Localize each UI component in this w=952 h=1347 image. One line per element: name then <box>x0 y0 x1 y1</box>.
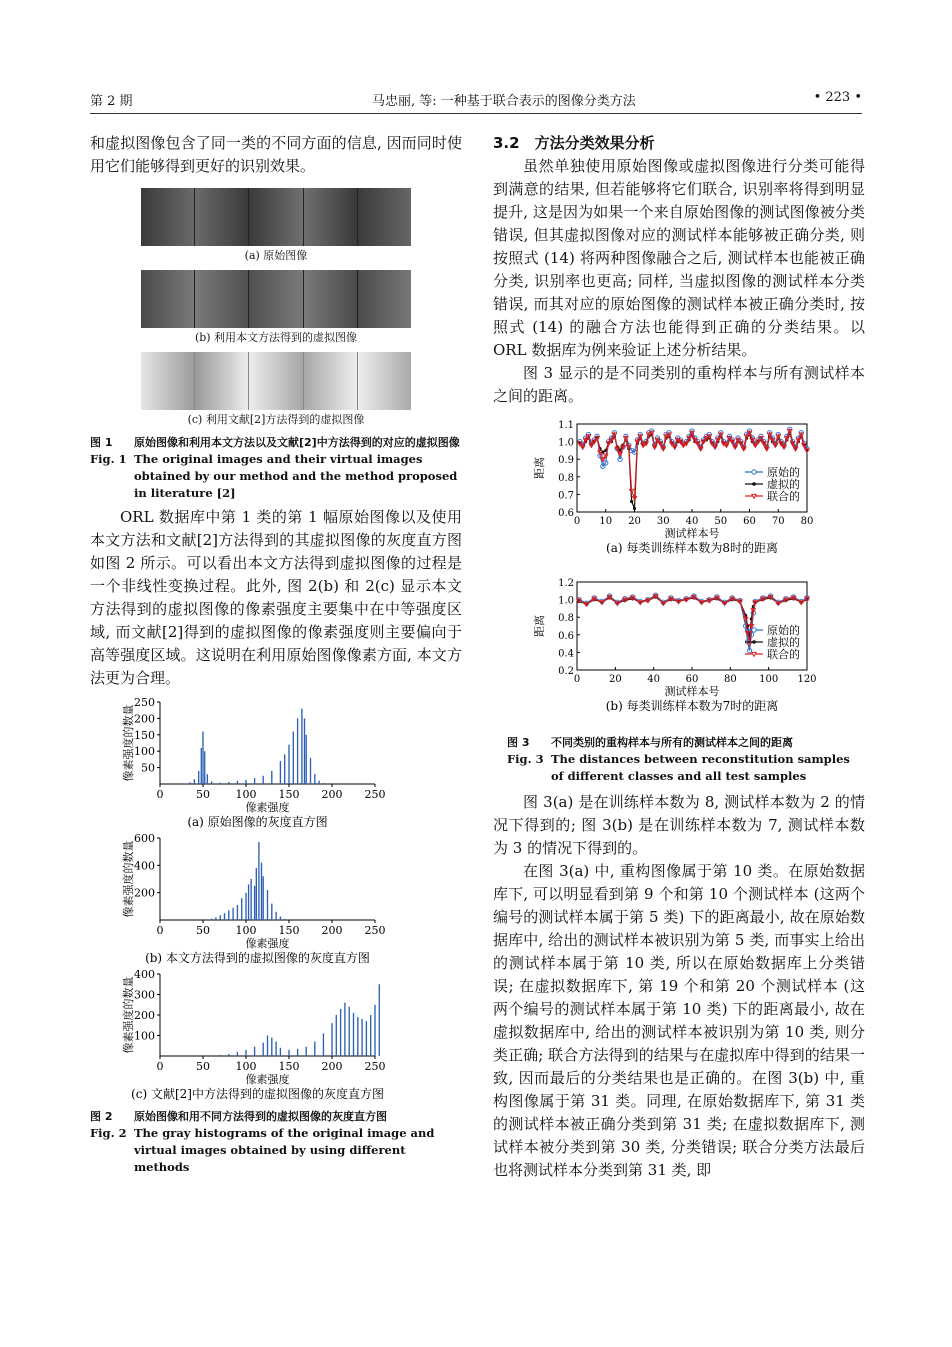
x-tick-label: 80 <box>800 516 814 527</box>
legend-marker-2 <box>752 482 756 486</box>
figure-2-caption-en: The gray histograms of the original image and virtual images obtained by using different methods <box>134 1126 435 1174</box>
x-tick-label: 10 <box>599 516 613 527</box>
histogram-bar <box>293 732 294 784</box>
y-tick-label: 400 <box>134 970 155 981</box>
histogram-bar <box>323 783 324 784</box>
legend-label-2: 虚拟的 <box>767 636 800 649</box>
legend-marker-2 <box>752 640 756 644</box>
histogram-bar <box>237 1052 238 1056</box>
histogram-bar <box>215 917 216 920</box>
histogram-bar <box>204 751 205 784</box>
histogram-bar <box>224 913 225 920</box>
histogram-bar <box>211 781 212 784</box>
histogram-bar <box>185 783 186 784</box>
x-tick-label: 100 <box>235 788 257 801</box>
right-paragraph-2: 图 3 显示的是不同类别的重构样本与所有测试样本之间的距离。 <box>493 364 865 405</box>
x-tick-label: 50 <box>714 516 728 527</box>
histogram-bar <box>202 732 203 784</box>
figure-1c-caption: (c) 利用文献[2]方法得到的虚拟图像 <box>187 413 365 426</box>
figure-2-caption-cn: 原始图像和用不同方法得到的虚拟图像的灰度直方图 <box>134 1110 387 1123</box>
y-tick-label: 0.9 <box>558 455 574 467</box>
left-paragraph-1: 和虚拟图像包含了同一类的不同方面的信息, 因而同时使用它们能够得到更好的识别效果。 <box>90 134 462 175</box>
figure-2-caption <box>90 1108 462 1176</box>
histogram-bar <box>245 1050 246 1056</box>
histogram-virtual-ref2 <box>122 970 422 1102</box>
histogram-bar <box>237 905 238 920</box>
y-tick-label: 0.8 <box>558 613 574 625</box>
series-point-2 <box>633 507 636 510</box>
section-title: 3.2 方法分类效果分析 <box>493 134 655 152</box>
x-tick-label: 20 <box>608 674 622 685</box>
histogram-bar <box>280 1048 281 1056</box>
histogram-bar <box>284 919 285 920</box>
histogram-bar <box>220 783 221 784</box>
running-header <box>90 90 862 112</box>
x-tick-label: 200 <box>321 1060 343 1073</box>
histogram-bar <box>237 781 238 784</box>
figure-3-caption-en: The distances between reconstitution samples of different classes and all test samples <box>551 752 850 783</box>
figure-2-label-en: Fig. 2 <box>90 1126 127 1140</box>
legend-label-1: 原始的 <box>767 466 800 479</box>
figure-1-caption <box>90 434 462 502</box>
figure-1a-caption: (a) 原始图像 <box>244 249 308 262</box>
distance-chart-a <box>493 416 865 566</box>
x-tick-label: 100 <box>235 924 257 937</box>
figure-1-label-en: Fig. 1 <box>90 452 127 466</box>
figure-1-caption-cn: 原始图像和利用本文方法以及文献[2]中方法得到的对应的虚拟图像 <box>134 436 460 449</box>
face-row-original <box>141 188 411 246</box>
chart-title: (a) 每类训练样本数为8时的距离 <box>606 541 778 555</box>
face-row-virtual-ref2 <box>141 352 411 410</box>
histogram-title: (c) 文献[2]中方法得到的虚拟图像的灰度直方图 <box>131 1087 384 1101</box>
legend-label-1: 原始的 <box>767 624 800 637</box>
histogram-bar <box>275 912 276 920</box>
x-tick-label: 200 <box>321 788 343 801</box>
y-tick-label: 100 <box>134 745 155 759</box>
histogram-bar <box>353 1013 354 1056</box>
y-tick-label: 300 <box>134 988 155 1002</box>
histogram-bar <box>323 1033 324 1056</box>
y-tick-label: 250 <box>134 698 155 709</box>
histogram-bar <box>220 915 221 920</box>
y-tick-label: 1.2 <box>558 578 574 589</box>
legend-marker-1 <box>752 628 756 632</box>
histogram-bar <box>288 1050 289 1056</box>
x-tick-label: 0 <box>573 516 581 527</box>
histogram-bar <box>357 1017 358 1056</box>
right-paragraph-1: 虽然单独使用原始图像或虚拟图像进行分类可能得到满意的结果, 但若能够将它们联合, 识别率将得到明显提升, 这是因为如果一个来自原始图像的测试图像被分类错误, 但其虚拟图像对应的测试样本能够被正确分类, 则按照式 (14) 将两种图像融合之后, 测试样本也能被正确分类, 识别率也更高; 同样, 当虚拟图像的测试样本分类错误, 而其对应的原始图像的测试样本被正确分类时, 按照式 (14) 的融合方法也能得到正确的分类结果。以 ORL 数据库为例来验证上述分析结果。 <box>493 157 865 359</box>
y-axis-label: 像素强度的数量 <box>122 840 135 918</box>
x-tick-label: 30 <box>656 516 670 527</box>
x-tick-label: 150 <box>278 924 300 937</box>
x-tick-label: 0 <box>156 1060 164 1073</box>
y-tick-label: 1.1 <box>558 420 574 431</box>
figure-1-label-cn: 图 1 <box>90 436 113 449</box>
chart-title: (b) 每类训练样本数为7时的距离 <box>605 699 779 713</box>
histogram-bar <box>280 917 281 920</box>
x-tick-label: 70 <box>771 516 785 527</box>
figure-1-caption-en: The original images and their virtual images obtained by our method and the method proposed in literature [2] <box>134 452 458 500</box>
histogram-bar <box>349 1007 350 1056</box>
figure-3-caption-cn: 不同类别的重构样本与所有的测试样本之间的距离 <box>551 736 793 749</box>
histogram-bar <box>297 1049 298 1056</box>
histogram-bar <box>314 774 315 784</box>
legend-marker-1 <box>752 470 756 474</box>
x-tick-label: 250 <box>364 788 386 801</box>
y-tick-label: 400 <box>134 859 155 873</box>
histogram-bar <box>211 919 212 920</box>
legend-label-3: 联合的 <box>767 648 800 661</box>
histogram-bar <box>271 771 272 784</box>
histogram-bar <box>297 718 298 784</box>
histogram-bar <box>314 1042 315 1056</box>
histogram-bar <box>250 879 251 920</box>
y-axis-label: 距离 <box>533 457 546 479</box>
x-axis-label: 像素强度 <box>245 801 290 814</box>
histogram-bar <box>275 1042 276 1056</box>
y-tick-label: 0.6 <box>558 630 574 642</box>
histogram-bar <box>241 898 242 920</box>
figure-2-label-cn: 图 2 <box>90 1110 113 1123</box>
y-tick-label: 50 <box>141 761 155 775</box>
x-axis-label: 测试样本号 <box>664 527 720 540</box>
histogram-bar <box>301 709 302 784</box>
x-tick-label: 20 <box>628 516 641 527</box>
x-tick-label: 150 <box>278 788 300 801</box>
y-tick-label: 150 <box>134 728 155 742</box>
x-axis-label: 测试样本号 <box>664 685 720 698</box>
figure-3-label-cn: 图 3 <box>507 736 530 749</box>
left-paragraph-2: ORL 数据库中第 1 类的第 1 幅原始图像以及使用本文方法和文献[2]方法得到的其虚拟图像的灰度直方图如图 2 所示。可以看出本文方法得到虚拟图像的过程是一个非线性变换过程。此外, 图 2(b) 和 2(c) 显示本文方法得到的虚拟图像的像素强度主要集中在中等强度区域, 而文献[2]得到的虚拟图像的像素强度则主要偏向于高等强度区域。这说明在利用原始图像像素方面, 本文方法更为合理。 <box>90 508 462 687</box>
histogram-original <box>122 698 422 828</box>
histogram-bar <box>245 893 246 920</box>
x-tick-label: 50 <box>196 924 210 937</box>
histogram-bar <box>344 1003 345 1056</box>
histogram-bar <box>271 1038 272 1056</box>
y-tick-label: 200 <box>134 712 155 726</box>
histogram-bar <box>306 735 307 784</box>
histogram-bar <box>318 781 319 784</box>
right-paragraph-4: 在图 3(a) 中, 重构图像属于第 10 类。在原始数据库下, 可以明显看到第 9 个和第 10 个测试样本 (这两个编号的测试样本属于第 5 类) 下的距离最小, 故在原始数据库中, 给出的测试样本被识别为第 5 类, 而事实上给出的测试样本属于第 10 类, 所以在原始数据库上分类错误; 在虚拟数据库下, 第 19 个和第 20 个测试样本 (这两个编号的测试样本属于第 10 类) 下的距离最小, 故在虚拟数据库中, 给出的测试样本被识别为第 10 类, 则分类正确; 联合方法得到的结果与在虚拟库中得到的结果一致, 因而最后的分类结果也是正确的。在图 3(b) 中, 重构图像属于第 31 类。同理, 在原始数据库下, 第 31 类的测试样本被正确分类到第 31 类; 在虚拟数据库下, 测试样本被分类到第 30 类, 分类错误; 联合分类方法最后也将测试样本分类到第 31 类, 即 <box>493 862 865 1179</box>
x-tick-label: 80 <box>723 674 737 685</box>
x-tick-label: 50 <box>196 1060 210 1073</box>
distance-chart-b <box>493 574 865 724</box>
histogram-bar <box>379 984 380 1056</box>
histogram-bar <box>340 1009 341 1056</box>
histogram-bar <box>220 1055 221 1056</box>
histogram-bar <box>228 782 229 784</box>
y-tick-label: 0.2 <box>558 666 574 677</box>
y-tick-label: 0.4 <box>558 648 574 660</box>
histogram-bar <box>370 1015 371 1056</box>
histogram-bar <box>284 754 285 784</box>
y-tick-label: 0.8 <box>558 472 574 484</box>
histogram-bar <box>245 780 246 784</box>
histogram-bar <box>256 868 257 920</box>
figure-3-caption <box>507 734 865 785</box>
histogram-bar <box>201 748 202 784</box>
x-tick-label: 250 <box>364 1060 386 1073</box>
legend-label-2: 虚拟的 <box>767 478 800 491</box>
histogram-bar <box>306 1047 307 1056</box>
histogram-bar <box>267 1036 268 1057</box>
histogram-bar <box>254 1047 255 1056</box>
x-tick-label: 120 <box>797 674 817 685</box>
x-tick-label: 60 <box>743 516 756 527</box>
x-tick-label: 200 <box>321 924 343 937</box>
header-rule <box>90 113 862 114</box>
y-tick-label: 600 <box>134 834 155 845</box>
histogram-bar <box>248 884 249 920</box>
issue-number: 第 2 期 <box>90 94 133 109</box>
x-tick-label: 50 <box>196 788 210 801</box>
right-column <box>493 132 865 1182</box>
histogram-bar <box>271 904 272 920</box>
histogram-bar <box>198 771 199 784</box>
histogram-bar <box>304 718 305 784</box>
histogram-bar <box>261 863 262 920</box>
histogram-bar <box>207 774 208 784</box>
x-tick-label: 250 <box>364 924 386 937</box>
x-tick-label: 40 <box>647 674 661 685</box>
histogram-bar <box>228 1054 229 1056</box>
histogram-bar <box>280 761 281 784</box>
running-title: 马忠丽, 等: 一种基于联合表示的图像分类方法 <box>372 94 636 109</box>
right-paragraph-3: 图 3(a) 是在训练样本数为 8, 测试样本数为 2 的情况下得到的; 图 3(b) 是在训练样本数为 7, 测试样本数为 3 的情况下得到的。 <box>493 793 865 857</box>
figure-1 <box>141 188 411 428</box>
y-tick-label: 1.0 <box>558 595 574 607</box>
legend-marker-3 <box>752 494 756 498</box>
x-tick-label: 40 <box>685 516 699 527</box>
histogram-virtual-ours <box>122 834 422 964</box>
x-tick-label: 60 <box>685 674 699 685</box>
x-tick-label: 150 <box>278 1060 300 1073</box>
histogram-bar <box>331 1023 332 1056</box>
histogram-bar <box>189 782 190 784</box>
page-number: • 223 • <box>813 90 862 105</box>
x-tick-label: 0 <box>156 924 164 937</box>
histogram-bar <box>288 745 289 784</box>
y-tick-label: 1.0 <box>558 437 574 449</box>
histogram-bar <box>336 1015 337 1056</box>
histogram-bar <box>254 778 255 784</box>
histogram-title: (a) 原始图像的灰度直方图 <box>187 815 328 828</box>
x-axis-label: 像素强度 <box>245 1073 290 1086</box>
y-tick-label: 0.6 <box>558 508 574 519</box>
histogram-bar <box>263 776 264 784</box>
histogram-title: (b) 本文方法得到的虚拟图像的灰度直方图 <box>145 951 370 964</box>
y-tick-label: 100 <box>134 1029 155 1043</box>
left-column <box>90 132 462 1176</box>
x-axis-label: 像素强度 <box>245 937 290 950</box>
x-tick-label: 100 <box>759 674 779 685</box>
y-axis-label: 距离 <box>533 615 546 637</box>
histogram-bar <box>267 890 268 920</box>
y-tick-label: 0.7 <box>558 490 574 502</box>
y-axis-label: 像素强度的数量 <box>122 704 135 782</box>
histogram-bar <box>366 1021 367 1056</box>
histogram-bar <box>374 1005 375 1056</box>
legend-marker-3 <box>752 652 756 656</box>
x-tick-label: 0 <box>573 674 581 685</box>
face-row-virtual-ours <box>141 270 411 328</box>
figure-1b-caption: (b) 利用本文方法得到的虚拟图像 <box>194 331 358 344</box>
figure-3-label-en: Fig. 3 <box>507 752 544 766</box>
histogram-bar <box>310 758 311 784</box>
histogram-bar <box>232 908 233 920</box>
legend-label-3: 联合的 <box>767 490 800 503</box>
y-axis-label: 像素强度的数量 <box>122 976 135 1054</box>
histogram-bar <box>263 1043 264 1056</box>
y-tick-label: 200 <box>134 1009 155 1022</box>
series-point-2 <box>630 500 633 503</box>
histogram-bar <box>228 910 229 920</box>
histogram-bar <box>263 876 264 920</box>
x-tick-label: 100 <box>235 1060 257 1073</box>
x-tick-label: 0 <box>156 788 164 801</box>
histogram-bar <box>194 779 195 784</box>
histogram-bar <box>254 886 255 920</box>
histogram-bar <box>258 842 259 920</box>
y-tick-label: 200 <box>134 886 155 900</box>
histogram-bar <box>361 1019 362 1056</box>
